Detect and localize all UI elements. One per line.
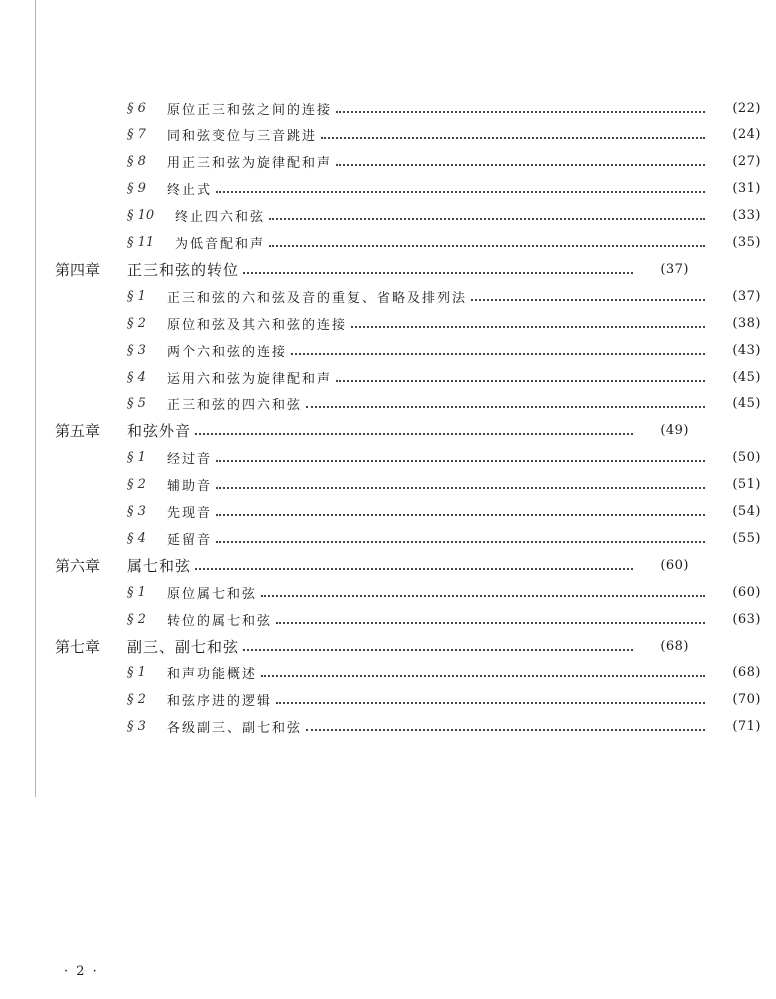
section-title: 终止四六和弦 <box>175 210 266 226</box>
section-number: § 5 <box>127 396 146 412</box>
toc-section-entry[interactable] <box>0 687 776 713</box>
section-title: 原位和弦及其六和弦的连接 <box>167 317 348 333</box>
dot-leader <box>261 594 705 597</box>
dot-leader <box>321 136 705 139</box>
page-reference: (38) <box>732 315 761 331</box>
toc-section-entry[interactable] <box>0 95 776 121</box>
dot-leader <box>336 110 705 113</box>
toc-chapter-entry[interactable] <box>0 256 704 282</box>
section-number: § 6 <box>127 100 146 116</box>
section-number: § 1 <box>127 288 146 304</box>
dot-leader <box>336 163 705 166</box>
page-reference: (37) <box>660 261 689 277</box>
dot-leader <box>336 379 705 382</box>
section-number: § 1 <box>127 665 146 681</box>
chapter-title: 属七和弦 <box>127 556 192 575</box>
section-number: § 1 <box>127 584 146 600</box>
section-title: 为低音配和声 <box>175 237 266 252</box>
page-reference: (63) <box>732 611 761 627</box>
page-reference: (35) <box>732 235 761 250</box>
chapter-title: 和弦外音 <box>127 422 192 441</box>
dot-leader <box>195 567 633 570</box>
dot-leader <box>291 352 705 355</box>
chapter-number: 第四章 <box>55 260 101 279</box>
section-title: 转位的属七和弦 <box>167 613 273 629</box>
section-title: 原位属七和弦 <box>167 586 258 602</box>
toc-section-entry[interactable] <box>0 660 776 686</box>
toc-section-entry[interactable] <box>0 472 776 498</box>
section-number: § 3 <box>127 719 146 735</box>
section-title: 用正三和弦为旋律配和声 <box>167 156 333 172</box>
page-reference: (68) <box>732 665 761 681</box>
chapter-number: 第五章 <box>55 422 101 441</box>
section-title: 终止式 <box>167 183 213 199</box>
page-reference: (31) <box>732 181 761 197</box>
page-reference: (71) <box>732 719 761 735</box>
section-number: § 11 <box>127 235 155 250</box>
dot-leader <box>276 621 705 624</box>
dot-leader <box>216 513 705 516</box>
toc-section-entry[interactable] <box>0 230 776 256</box>
chapter-number: 第七章 <box>55 637 101 656</box>
page-reference: (24) <box>732 127 761 143</box>
section-title: 各级副三、副七和弦 <box>167 721 303 737</box>
toc-section-entry[interactable] <box>0 606 776 632</box>
toc-section-entry[interactable] <box>0 337 776 363</box>
page-reference: (45) <box>732 369 761 385</box>
section-title: 先现音 <box>167 506 213 521</box>
section-title: 经过音 <box>167 452 213 468</box>
section-number: § 8 <box>127 154 146 170</box>
section-number: § 3 <box>127 504 146 519</box>
page-reference: (51) <box>732 477 761 493</box>
page-reference: (55) <box>732 530 761 546</box>
toc-section-entry[interactable] <box>0 525 776 551</box>
page-reference: (33) <box>732 208 761 224</box>
page-reference: (43) <box>732 342 761 358</box>
dot-leader <box>195 432 633 435</box>
section-title: 和声功能概述 <box>167 667 258 683</box>
section-number: § 4 <box>127 530 146 546</box>
section-number: § 7 <box>127 127 146 143</box>
dot-leader <box>471 298 705 301</box>
page-reference: (50) <box>732 450 761 466</box>
toc-section-entry[interactable] <box>0 364 776 390</box>
toc-section-entry[interactable] <box>0 283 776 309</box>
toc-section-entry[interactable] <box>0 310 776 336</box>
section-number: § 9 <box>127 181 146 197</box>
section-title: 原位正三和弦之间的连接 <box>167 102 333 118</box>
section-number: § 2 <box>127 692 146 708</box>
dot-leader <box>276 701 705 704</box>
page-reference: (60) <box>732 584 761 600</box>
section-title: 和弦序进的逻辑 <box>167 694 273 710</box>
dot-leader <box>216 540 705 543</box>
chapter-number: 第六章 <box>55 556 101 575</box>
toc-section-entry[interactable] <box>0 579 776 605</box>
toc-section-entry[interactable] <box>0 499 776 525</box>
dot-leader <box>306 728 705 731</box>
dot-leader <box>243 271 633 274</box>
toc-chapter-entry[interactable] <box>0 552 704 578</box>
section-number: § 2 <box>127 315 146 331</box>
page-reference: (27) <box>732 154 761 170</box>
page-number: · 2 · <box>64 964 99 979</box>
dot-leader <box>216 459 705 462</box>
toc-section-entry[interactable] <box>0 714 776 740</box>
toc-chapter-entry[interactable] <box>0 418 704 444</box>
section-title: 正三和弦的六和弦及音的重复、省略及排列法 <box>167 290 468 306</box>
toc-section-entry[interactable] <box>0 176 776 202</box>
section-title: 延留音 <box>167 532 213 548</box>
page-reference: (22) <box>732 100 761 116</box>
page-reference: (70) <box>732 692 761 708</box>
dot-leader <box>216 190 705 193</box>
section-number: § 4 <box>127 369 146 385</box>
dot-leader <box>351 325 705 328</box>
chapter-title: 正三和弦的转位 <box>127 260 240 279</box>
toc-section-entry[interactable] <box>0 149 776 175</box>
dot-leader <box>269 244 705 247</box>
page-reference: (45) <box>732 396 761 412</box>
section-number: § 2 <box>127 611 146 627</box>
toc-section-entry[interactable] <box>0 122 776 148</box>
dot-leader <box>261 674 705 677</box>
section-number: § 10 <box>127 208 155 224</box>
page-reference: (68) <box>660 638 689 654</box>
section-number: § 1 <box>127 450 146 466</box>
dot-leader <box>243 648 633 651</box>
dot-leader <box>269 217 705 220</box>
dot-leader <box>306 405 705 408</box>
toc-chapter-entry[interactable] <box>0 633 704 659</box>
page-reference: (37) <box>732 288 761 304</box>
section-title: 辅助音 <box>167 479 213 495</box>
section-number: § 2 <box>127 477 146 493</box>
section-number: § 3 <box>127 342 146 358</box>
page-reference: (49) <box>660 423 689 439</box>
section-title: 正三和弦的四六和弦 <box>167 398 303 414</box>
dot-leader <box>216 486 705 489</box>
section-title: 运用六和弦为旋律配和声 <box>167 371 333 387</box>
toc-section-entry[interactable] <box>0 203 776 229</box>
section-title: 同和弦变位与三音跳进 <box>167 129 318 145</box>
chapter-title: 副三、副七和弦 <box>127 637 240 656</box>
page-reference: (54) <box>732 504 761 519</box>
toc-section-entry[interactable] <box>0 445 776 471</box>
section-title: 两个六和弦的连接 <box>167 344 288 360</box>
page-reference: (60) <box>660 557 689 573</box>
toc-section-entry[interactable] <box>0 391 776 417</box>
